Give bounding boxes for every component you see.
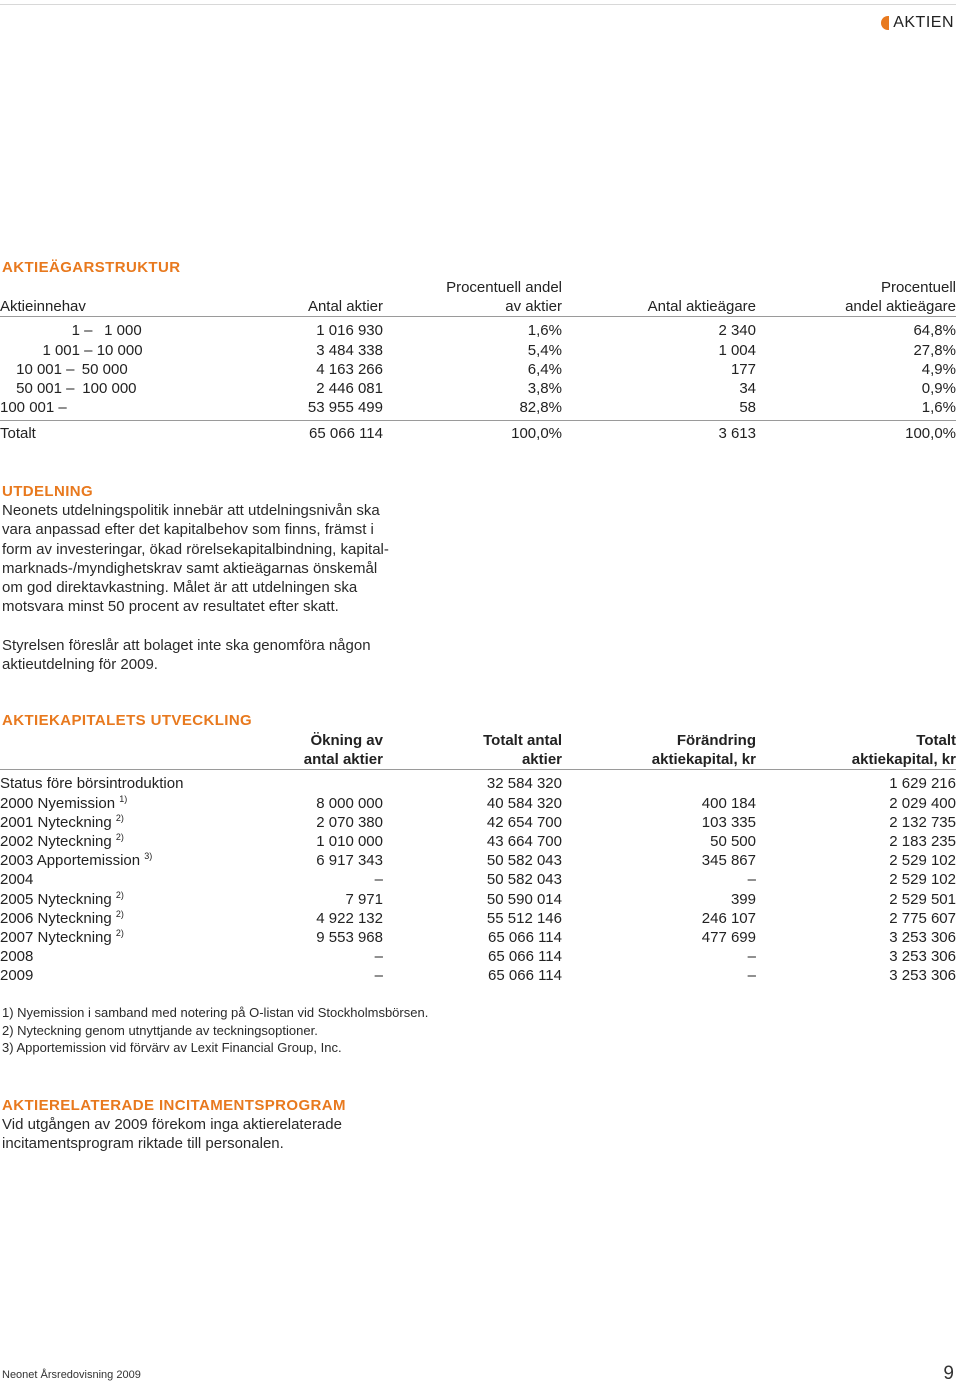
table-row: 1 – 1 000 1 016 930 1,6% 2 340 64,8%: [71, 322, 956, 340]
table-row: 2002 Nyteckning $^{2)}$ 1 010 000 43 664 700 50 500 2 183 235: [0, 831, 956, 850]
incentive-heading: AKTIERELATERADE INCITAMENTSPROGRAM: [2, 1097, 346, 1114]
capital-table: Ökning av Totalt antal Förändring Totalt antal aktier aktier aktiekapital, kr aktiekapital, kr Status före börsintroduktion 32 584 320 1 629 216 2000 Nyemission $^{1)}$ 8 000 000 40 584 320 400 184 2 029 400 2001 Nyteckning $^{2)}$ 2 070 380 42 654 700 103 335 2 132 735 2002 Nyteckning $^{2)}$ 1 010 000 43 664 700 50 500 2 183 235 2003 Apportemission $^{3)}$ 6 917 343 50 582 043 345 867 2 529 102 2004 – 50 582 043 – 2 529 102 2005 Nyteckning $^{2)}$ 7 971 50 590 014 399 2 529 501 2006 Nyteckning $^{2)}$ 4 922 132 55 512 146 246 107 2 775 607 2007 Nyteckning $^{2)}$ 9 553 968 65 066 114 477 699 3 253 306 2008 – 65 066 114 – 3 253 306 2009 – 65 066 114 – 3 253 306: [0, 732, 956, 985]
col-holder-pct-line2: andel aktieägare: [756, 297, 956, 317]
dividend-text: Neonets utdelningspolitik innebär att utdelningsnivån ska vara anpassad efter det kapitalbehov som finns, främst i form av investeringar, ökad rörelsekapitalbindning, kapital- marknads-/myndighetskrav samt aktieägarnas önskemål om god direktavkastning. Målet är att utdelningen ska motsvara minst 50 procent av resultatet efter skatt.: [2, 502, 389, 616]
footer-publication: Neonet Årsredovisning 2009: [2, 1369, 141, 1381]
table-row: 10 001 – 50 000 4 163 266 6,4% 177 4,9%: [16, 360, 956, 378]
section-tag: [881, 14, 954, 32]
col-share-pct-line1: Procentuell andel: [446, 279, 562, 297]
ownership-table: [0, 278, 956, 444]
table-row: 2004 – 50 582 043 – 2 529 102: [0, 871, 956, 889]
col-holding: Aktieinnehav: [0, 297, 150, 317]
capital-footnotes: [2, 1004, 428, 1057]
col-share-pct-line2: av aktier: [383, 297, 562, 317]
table-row: 100 001 – 53 955 499 82,8% 58 1,6%: [0, 399, 956, 417]
section-marker-icon: [881, 16, 889, 30]
table-row: 2000 Nyemission $^{1)}$ 8 000 000 40 584 320 400 184 2 029 400: [0, 793, 956, 812]
footnote: 2) Nyteckning genom utnyttjande av teckningsoptioner.: [2, 1022, 318, 1038]
col-shares: Antal aktier: [150, 297, 383, 317]
dividend-proposal: Styrelsen föreslår att bolaget inte ska genomföra någon aktieutdelning för 2009.: [2, 637, 371, 674]
ownership-heading: AKTIEÄGARSTRUKTUR: [2, 259, 181, 276]
table-row: 1 001 – 10 000 3 484 338 5,4% 1 004 27,8%: [42, 341, 956, 359]
table-row: 50 001 – 100 000 2 446 081 3,8% 34 0,9%: [16, 379, 956, 397]
top-rule: [0, 4, 956, 5]
col-holder-pct-line1: Procentuell: [880, 279, 956, 297]
table-row: 2008 – 65 066 114 – 3 253 306: [0, 948, 956, 966]
table-row: 2006 Nyteckning $^{2)}$ 4 922 132 55 512 146 246 107 2 775 607: [0, 908, 956, 927]
table-row: 2003 Apportemission $^{3)}$ 6 917 343 50 582 043 345 867 2 529 102: [0, 851, 956, 870]
page-number: 9: [943, 1363, 954, 1384]
footnote: 1) Nyemission i samband med notering på O-listan vid Stockholmsbörsen.: [2, 1005, 429, 1020]
incentive-text: Vid utgången av 2009 förekom inga aktierelaterade incitamentsprogram riktade till personalen.: [2, 1116, 342, 1153]
table-row: 2007 Nyteckning $^{2)}$ 9 553 968 65 066 114 477 699 3 253 306: [0, 928, 956, 946]
section-title: AKTIEN: [893, 14, 954, 31]
table-row: Status före börsintroduktion 32 584 320 1 629 216: [0, 775, 956, 793]
total-row: Totalt 65 066 114 100,0% 3 613 100,0%: [0, 421, 956, 444]
table-row: 2005 Nyteckning $^{2)}$ 7 971 50 590 014 399 2 529 501: [0, 889, 956, 908]
table-row: 2001 Nyteckning $^{2)}$ 2 070 380 42 654 700 103 335 2 132 735: [0, 812, 956, 831]
table-row: 2009 – 65 066 114 – 3 253 306: [0, 967, 956, 985]
dividend-heading: UTDELNING: [2, 483, 94, 500]
capital-heading: AKTIEKAPITALETS UTVECKLING: [2, 712, 253, 729]
col-holders: Antal aktieägare: [562, 297, 756, 317]
footnote: 3) Apportemission vid förvärv av Lexit Financial Group, Inc.: [2, 1040, 342, 1056]
